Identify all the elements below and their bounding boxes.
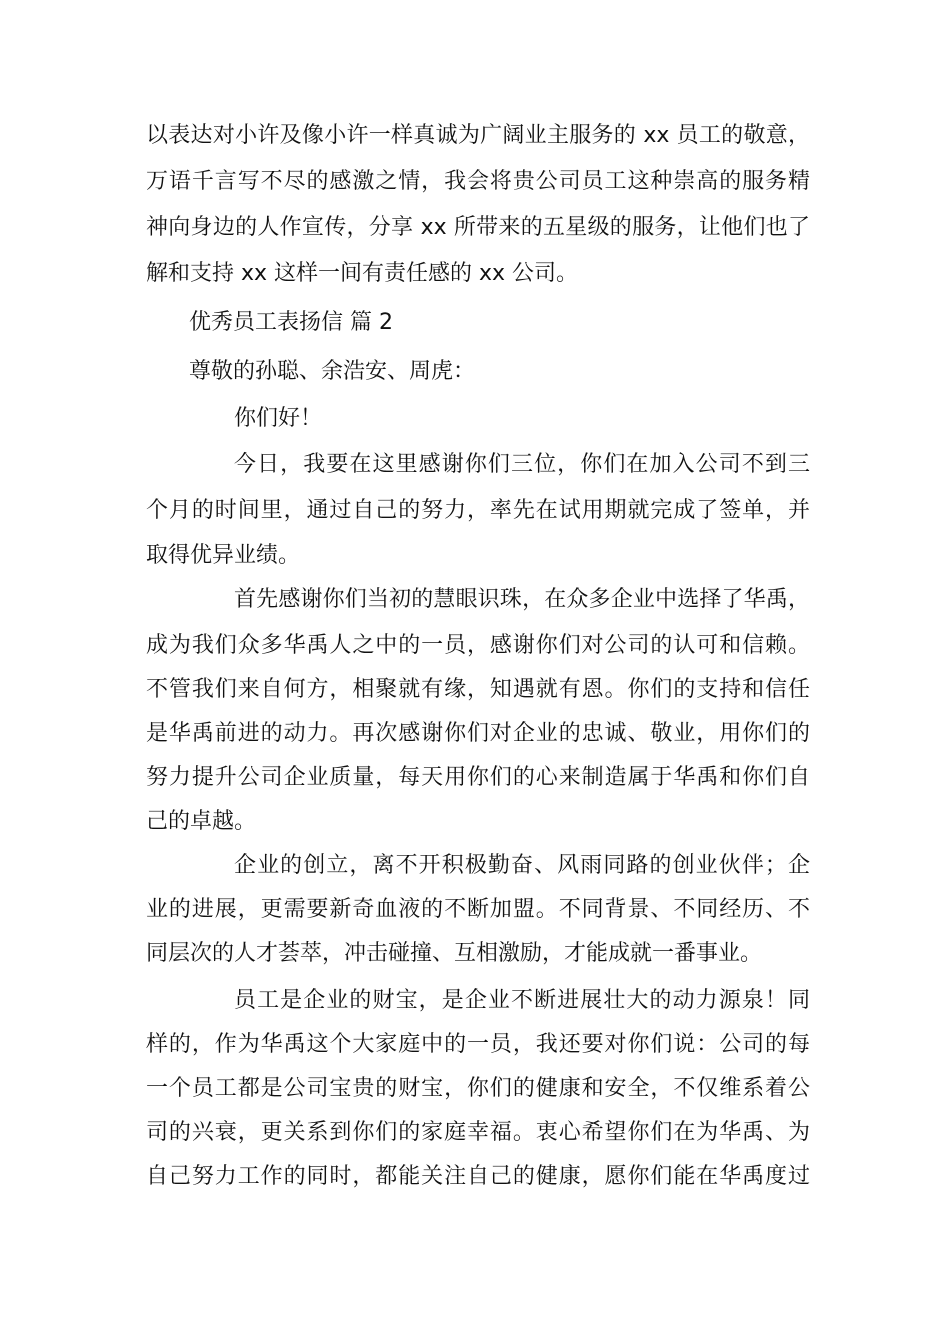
body-text-line: 个月的时间里，通过自己的努力，率先在试用期就完成了签单，并 xyxy=(146,498,810,523)
body-text-line: 神向身边的人作宣传，分享 xx 所带来的五星级的服务，让他们也了 xyxy=(146,215,810,240)
body-text-line: 取得优异业绩。 xyxy=(146,543,301,568)
greeting: 你们好！ xyxy=(234,406,323,431)
body-text-line: 自己努力工作的同时，都能关注自己的健康，愿你们能在华禹度过 xyxy=(146,1164,810,1189)
body-text-line: 今日，我要在这里感谢你们三位，你们在加入公司不到三 xyxy=(234,452,810,477)
body-text-line: 同层次的人才荟萃，冲击碰撞、互相激励，才能成就一番事业。 xyxy=(146,941,763,966)
body-text-line: 是华禹前进的动力。再次感谢你们对企业的忠诚、敬业，用你们的 xyxy=(146,721,810,746)
body-text-line: 以表达对小许及像小许一样真诚为广阔业主服务的 xx 员工的敬意， xyxy=(146,123,810,148)
salutation: 尊敬的孙聪、余浩安、周虎： xyxy=(189,359,476,384)
body-text-line: 样的，作为华禹这个大家庭中的一员，我还要对你们说：公司的每 xyxy=(146,1032,810,1057)
body-text-line: 员工是企业的财宝，是企业不断进展壮大的动力源泉！同 xyxy=(234,988,810,1013)
body-text-line: 业的进展，更需要新奇血液的不断加盟。不同背景、不同经历、不 xyxy=(146,897,810,922)
body-text-line: 一个员工都是公司宝贵的财宝，你们的健康和安全，不仅维系着公 xyxy=(146,1076,810,1101)
body-text-line: 己的卓越。 xyxy=(146,809,257,834)
body-text-line: 努力提升公司企业质量，每天用你们的心来制造属于华禹和你们自 xyxy=(146,765,810,790)
body-text-line: 不管我们来自何方，相聚就有缘，知遇就有恩。你们的支持和信任 xyxy=(146,677,810,702)
section-heading: 优秀员工表扬信 篇 2 xyxy=(189,310,393,335)
body-text-line: 解和支持 xx 这样一间有责任感的 xx 公司。 xyxy=(146,261,579,286)
body-text-line: 司的兴衰，更关系到你们的家庭幸福。衷心希望你们在为华禹、为 xyxy=(146,1120,810,1145)
body-text-line: 企业的创立，离不开积极勤奋、风雨同路的创业伙伴；企 xyxy=(234,853,810,878)
body-text-line: 首先感谢你们当初的慧眼识珠，在众多企业中选择了华禹， xyxy=(234,587,810,612)
body-text-line: 成为我们众多华禹人之中的一员，感谢你们对公司的认可和信赖。 xyxy=(146,633,810,658)
body-text-line: 万语千言写不尽的感激之情，我会将贵公司员工这种崇高的服务精 xyxy=(146,169,810,194)
